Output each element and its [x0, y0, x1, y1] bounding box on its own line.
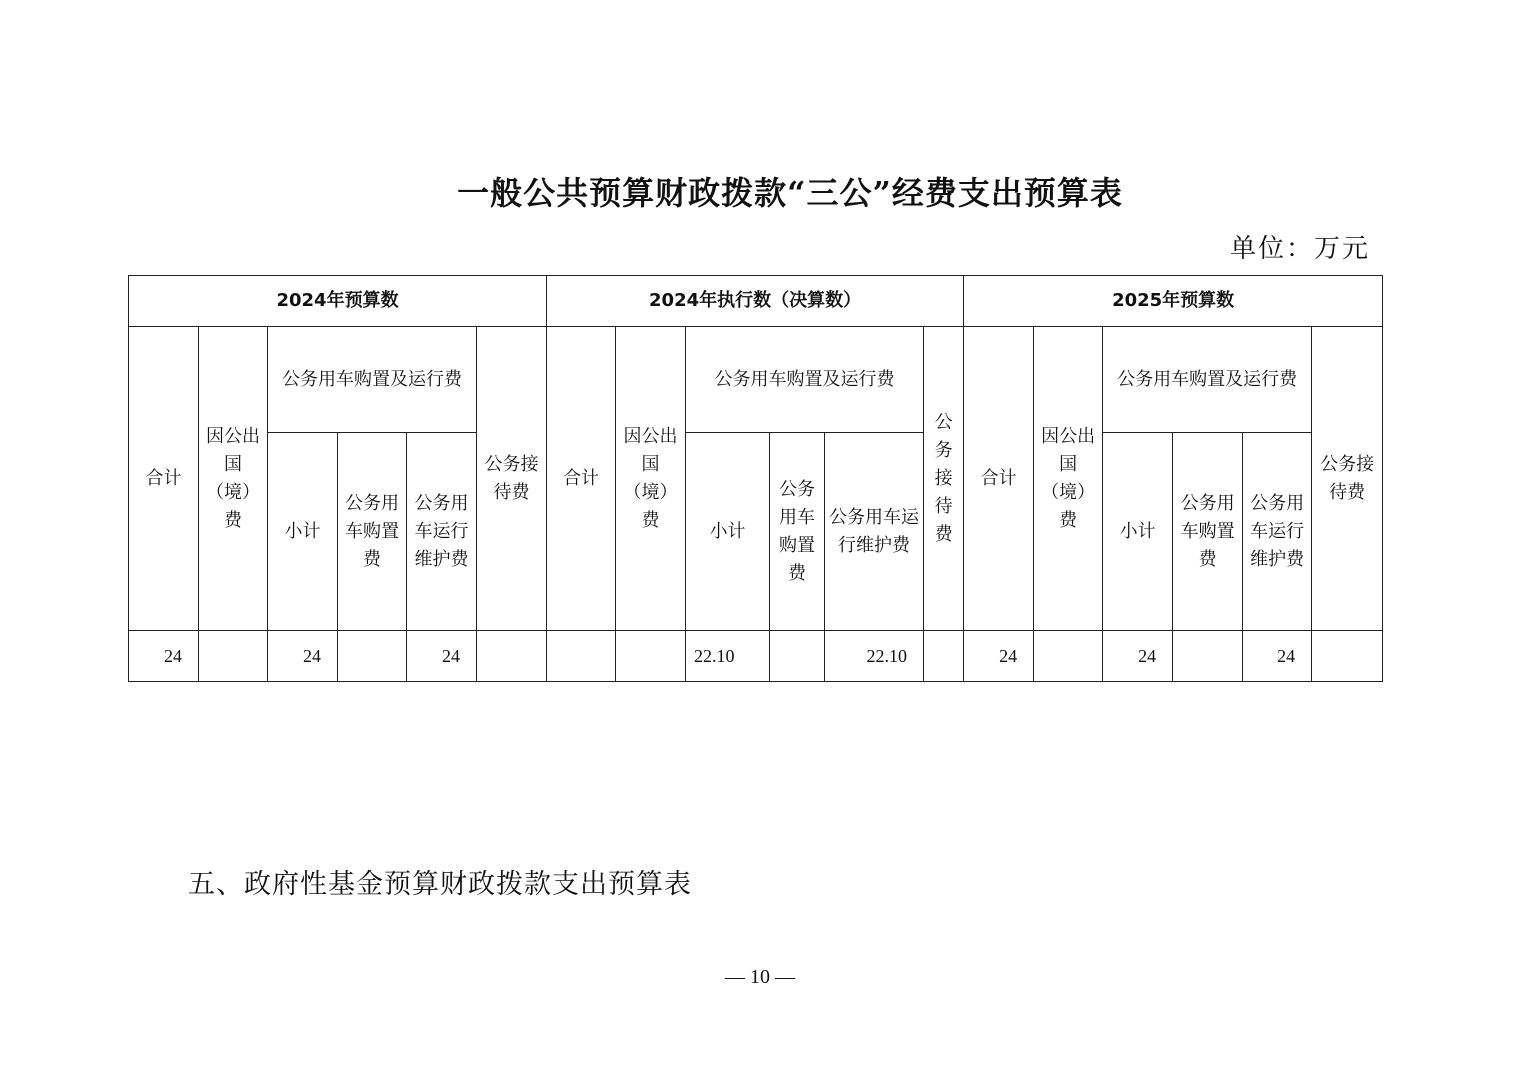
- header-subtotal: 小计: [686, 433, 770, 631]
- cell-2024-exec-reception: [924, 631, 964, 682]
- header-operation: 公务用车运行维护费: [407, 433, 477, 631]
- header-reception: 公务接待费: [924, 327, 964, 631]
- header-purchase: 公务用车购置费: [770, 433, 825, 631]
- unit-label: 单位：万元: [1229, 234, 1370, 264]
- header-purchase: 公务用车购置费: [338, 433, 407, 631]
- header-reception: 公务接待费: [1312, 327, 1383, 631]
- header-abroad: 因公出国（境）费: [616, 327, 686, 631]
- cell-2024-exec-purchase: [770, 631, 825, 682]
- group-header-row: [129, 276, 1383, 327]
- header-purchase: 公务用车购置费: [1173, 433, 1243, 631]
- group-2024-budget: 2024年预算数: [129, 276, 547, 327]
- cell-2024-budget-total: 24: [129, 631, 199, 682]
- header-abroad: 因公出国（境）费: [1034, 327, 1103, 631]
- cell-2024-exec-operation: 22.10: [825, 631, 924, 682]
- cell-2025-budget-operation: 24: [1243, 631, 1312, 682]
- header-vehicle: 公务用车购置及运行费: [268, 327, 477, 433]
- cell-2024-exec-total: [547, 631, 616, 682]
- header-vehicle: 公务用车购置及运行费: [686, 327, 924, 433]
- cell-2024-budget-purchase: [338, 631, 407, 682]
- header-subtotal: 小计: [268, 433, 338, 631]
- cell-2025-budget-abroad: [1034, 631, 1103, 682]
- header-total: 合计: [129, 327, 199, 631]
- header-row-2: [129, 433, 1383, 631]
- cell-2024-exec-abroad: [616, 631, 686, 682]
- three-public-expenses-table: [128, 275, 1383, 682]
- header-total: 合计: [547, 327, 616, 631]
- table-row: [129, 631, 1383, 682]
- cell-2024-budget-abroad: [199, 631, 268, 682]
- header-total: 合计: [964, 327, 1034, 631]
- header-subtotal: 小计: [1103, 433, 1173, 631]
- cell-2025-budget-total: 24: [964, 631, 1034, 682]
- cell-2024-budget-subtotal: 24: [268, 631, 338, 682]
- page-title: 一般公共预算财政拨款“三公”经费支出预算表: [457, 174, 1123, 212]
- group-2025-budget: 2025年预算数: [964, 276, 1383, 327]
- cell-2025-budget-purchase: [1173, 631, 1243, 682]
- cell-2024-budget-operation: 24: [407, 631, 477, 682]
- header-operation: 公务用车运行维护费: [1243, 433, 1312, 631]
- cell-2025-budget-subtotal: 24: [1103, 631, 1173, 682]
- cell-2024-exec-subtotal: 22.10: [686, 631, 770, 682]
- header-reception: 公务接待费: [477, 327, 547, 631]
- section-heading: 五、政府性基金预算财政拨款支出预算表: [188, 869, 692, 900]
- cell-2025-budget-reception: [1312, 631, 1383, 682]
- group-2024-execution: 2024年执行数（决算数）: [547, 276, 964, 327]
- header-abroad: 因公出国（境）费: [199, 327, 268, 631]
- page-number: — 10 —: [725, 966, 795, 988]
- cell-2024-budget-reception: [477, 631, 547, 682]
- header-vehicle: 公务用车购置及运行费: [1103, 327, 1312, 433]
- header-operation: 公务用车运行维护费: [825, 433, 924, 631]
- header-row-1: [129, 327, 1383, 433]
